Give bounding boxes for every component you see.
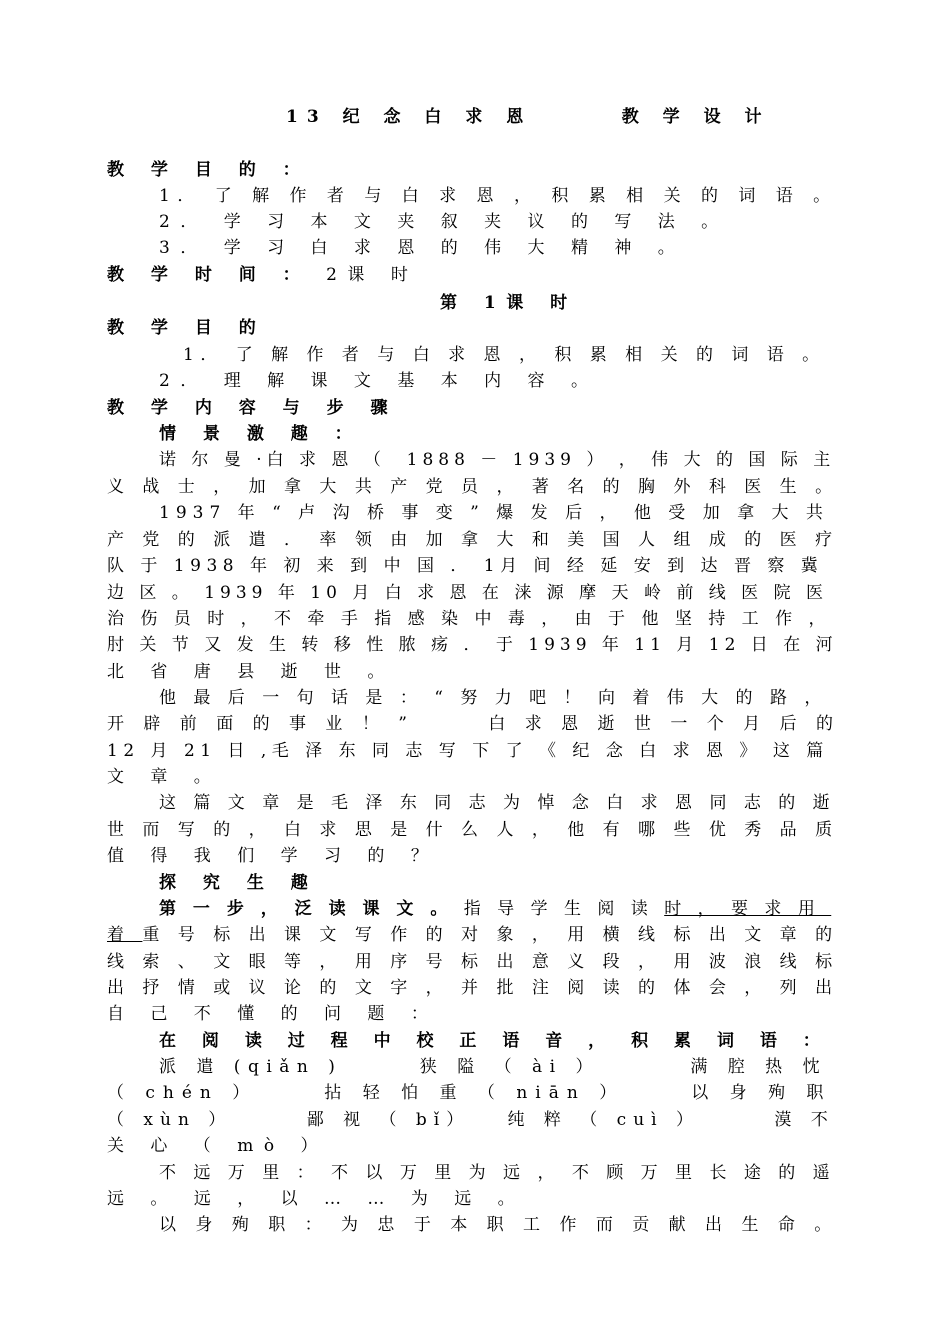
step-one-line bbox=[159, 896, 831, 922]
question-line: 世 而 写 的 ， 白 求 思 是 什 么 人 ， 他 有 哪 些 优 秀 品 质 bbox=[107, 820, 839, 840]
vocab-heading: 在 阅 读 过 程 中 校 正 语 音 ， 积 累 词 语 ： bbox=[159, 1031, 830, 1051]
definition-line: 以 身 殉 职 ： 为 忠 于 本 职 工 作 而 贡 献 出 生 命 。 bbox=[159, 1215, 839, 1235]
lesson-goal-item: 2． 理 解 课 文 基 本 内 容 。 bbox=[159, 371, 599, 391]
step-one-title: 第 一 步 ， 泛 读 课 文 。 bbox=[159, 899, 453, 919]
vocab-line: 派 遣 (qiǎn ) 狭 隘 （ ài ） 满 腔 热 忱 bbox=[159, 1057, 828, 1077]
objective-item: 3． 学 习 白 求 恩 的 伟 大 精 神 。 bbox=[159, 238, 686, 258]
step-line: 出 抒 情 或 议 论 的 文 字 ， 并 批 注 阅 读 的 体 会 ， 列 出 bbox=[107, 978, 839, 998]
intro-line: 产 党 的 派 遣 ． 率 领 由 加 拿 大 和 美 国 人 组 成 的 医 疗 bbox=[107, 530, 839, 550]
step-underlined: 着 bbox=[107, 925, 143, 945]
quote-line: 文 章 。 bbox=[107, 767, 222, 787]
definition-line: 不 远 万 里 ： 不 以 万 里 为 远 ， 不 顾 万 里 长 途 的 遥 bbox=[159, 1163, 836, 1183]
section-heading-scene: 情 景 激 趣 ： bbox=[159, 424, 363, 444]
step-one-underlined: 时 ， 要 求 用 bbox=[664, 899, 832, 919]
objective-item: 1． 了 解 作 者 与 白 求 恩 ， 积 累 相 关 的 词 语 。 bbox=[159, 186, 838, 206]
document-title: 13 纪 念 白 求 恩 教 学 设 计 bbox=[286, 107, 771, 127]
question-line: 这 篇 文 章 是 毛 泽 东 同 志 为 悼 念 白 求 恩 同 志 的 逝 bbox=[159, 793, 836, 813]
time-label: 教 学 时 间 ： bbox=[107, 265, 311, 285]
intro-line: 诺 尔 曼 ·白 求 恩 （ 1888 － 1939 ） ， 伟 大 的 国 际 主 bbox=[159, 450, 836, 470]
teaching-time bbox=[107, 262, 418, 288]
quote-line: 他 最 后 一 句 话 是 ： “ 努 力 吧 ！ 向 着 伟 大 的 路 ， bbox=[159, 688, 828, 708]
question-line: 值 得 我 们 学 习 的 ？ bbox=[107, 846, 439, 866]
objectives-heading: 教 学 目 的 ： bbox=[107, 160, 311, 180]
intro-line: 边 区 。 1939 年 10 月 白 求 恩 在 涞 源 摩 天 岭 前 线 医 院 医 bbox=[107, 583, 828, 603]
quote-line: 开 辟 前 面 的 事 业 ！ ” 白 求 恩 逝 世 一 个 月 后 的 bbox=[107, 714, 840, 734]
step-line bbox=[107, 922, 839, 948]
intro-line: 义 战 士 ， 加 拿 大 共 产 党 员 ， 著 名 的 胸 外 科 医 生 。 bbox=[107, 477, 839, 497]
intro-line: 北 省 唐 县 逝 世 。 bbox=[107, 662, 395, 682]
intro-line: 治 伤 员 时 ， 不 牵 手 指 感 染 中 毒 ， 由 于 他 坚 持 工 作 ， bbox=[107, 609, 831, 629]
definition-line: 远 。 远 ， 以 … … 为 远 。 bbox=[107, 1189, 526, 1209]
intro-line: 队 于 1938 年 初 来 到 中 国 ． 1月 间 经 延 安 到 达 晋 察 冀 bbox=[107, 556, 824, 576]
intro-line: 肘 关 节 又 发 生 转 移 性 脓 疡 ． 于 1939 年 11 月 12 日 在 河 bbox=[107, 635, 838, 655]
objective-item: 2． 学 习 本 文 夹 叙 夹 议 的 写 法 。 bbox=[159, 212, 729, 232]
step-line: 线 索 、 文 眼 等 ， 用 序 号 标 出 意 义 段 ， 用 波 浪 线 标 bbox=[107, 952, 839, 972]
step-text: 重 号 标 出 课 文 写 作 的 对 象 ， 用 横 线 标 出 文 章 的 bbox=[142, 925, 839, 945]
vocab-line: （ chén ） 拈 轻 怕 重 （ niān ） 以 身 殉 职 bbox=[107, 1083, 832, 1103]
vocab-line: 关 心 （ mò ） bbox=[107, 1136, 328, 1156]
step-one-text: 指 导 学 生 阅 读 bbox=[463, 899, 665, 919]
vocab-line: （ xùn ） 鄙 视 （ bǐ） 纯 粹 （ cuì ） 漠 不 bbox=[107, 1110, 835, 1130]
time-value: 2课 时 bbox=[326, 265, 419, 285]
lesson-goal-heading: 教 学 目 的 bbox=[107, 318, 267, 338]
steps-heading: 教 学 内 容 与 步 骤 bbox=[107, 398, 399, 418]
step-line: 自 己 不 懂 的 问 题 ： bbox=[107, 1004, 439, 1024]
quote-line: 12 月 21 日 ,毛 泽 东 同 志 写 下 了 《 纪 念 白 求 恩 》 这 篇 bbox=[107, 741, 829, 761]
section-heading-explore: 探 究 生 趣 bbox=[159, 873, 319, 893]
intro-line: 1937 年 “ 卢 沟 桥 事 变 ” 爆 发 后 ， 他 受 加 拿 大 共 bbox=[159, 503, 829, 523]
lesson-goal-item: 1． 了 解 作 者 与 白 求 恩 ， 积 累 相 关 的 词 语 。 bbox=[183, 345, 826, 365]
lesson-heading: 第 1课 时 bbox=[440, 293, 578, 313]
